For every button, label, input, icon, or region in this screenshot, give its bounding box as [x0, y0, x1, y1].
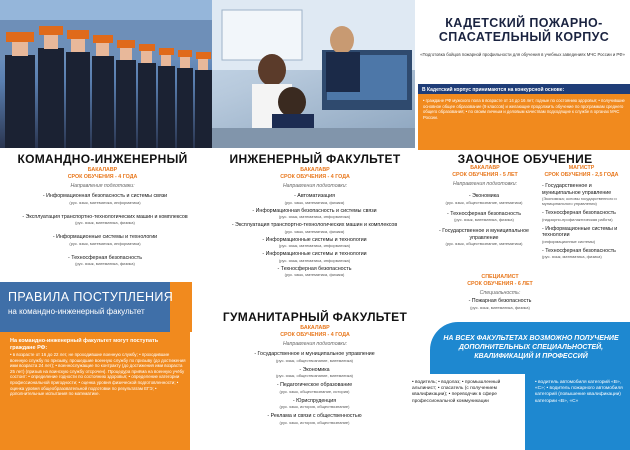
komandno-degree-label: БАКАЛАВР [87, 167, 118, 173]
inzh-title: ИНЖЕНЕРНЫЙ ФАКУЛЬТЕТ [229, 152, 401, 166]
list-item-name: - Пожарная безопасность [468, 298, 532, 304]
komandno-duration: СРОК ОБУЧЕНИЯ - 4 ГОДА [67, 174, 138, 180]
zaoch-spec-item [430, 298, 570, 310]
cadets-illustration [0, 0, 212, 148]
zaoch-spec-napr: Специальность: [479, 290, 521, 296]
extra-title: НА ВСЕХ ФАКУЛЬТЕТАХ ВОЗМОЖНО ПОЛУЧЕНИЕ ДОПОЛНИТЕЛЬНЫХ СПЕЦИАЛЬНОСТЕЙ, КВАЛИФИКАЦИЙ И ПРОФЕССИЙ [443, 335, 619, 360]
list-item [212, 193, 417, 205]
komandno-degree [0, 167, 205, 181]
komandno-title: КОМАНДНО-ИНЖЕНЕРНЫЙ [17, 152, 188, 166]
list-item-exams: (рус. язык, математика, физика) [284, 272, 345, 277]
komandno-napr: Направления подготовки: [70, 183, 135, 189]
kadet-subtitle: «Подготовка бойцов пожарной профильности для обучения в учебных заведениях МЧС России и РФ» [420, 52, 625, 57]
list-item [5, 255, 205, 267]
list-item-exams: (рус. язык, обществознание, математика) [275, 373, 354, 378]
gum-title: ГУМАНИТАРНЫЙ ФАКУЛЬТЕТ [222, 310, 408, 324]
zaoch-bachelor [430, 165, 540, 179]
list-item-exams: (Экономика; основы государственного и муниципального управления) [542, 196, 617, 206]
zaoch-master-label: МАГИСТР [568, 165, 595, 171]
zaoch-bachelor-duration: СРОК ОБУЧЕНИЯ - 5 ЛЕТ [452, 172, 518, 178]
list-item-exams: (рус. язык, математика, физика) [284, 228, 345, 234]
kadet-title-line2: СПАСАТЕЛЬНЫЙ КОРПУС [438, 30, 610, 44]
list-item [212, 222, 417, 234]
zaoch-specialist-duration: СРОК ОБУЧЕНИЯ - 6 ЛЕТ [467, 281, 533, 287]
list-item [428, 228, 540, 246]
kadet-admission-body: • граждане РФ мужского пола в возрасте от 14 до 16 лет; годные по состоянию здоровья; • получившие основное общее образование (9 классов) и желающие продолжить обучение по программам среднего общего образования; • по своим личным и деловым качествам подходящие к службе в органах МЧС России. [423, 98, 625, 120]
list-item [542, 183, 628, 206]
list-item-name: - Государственное и муниципальное управление [439, 228, 529, 241]
list-item-name: - Государственное и муниципальное управление [542, 183, 612, 196]
list-item-exams: (рус. язык, математика, информатика) [278, 243, 351, 248]
extra-list-right: • водитель автомобиля категорий «В», «С»; • водитель пожарного автомобиля категорий (повышение квалификации) категории «В», «С» [535, 380, 623, 404]
list-item-exams: (рус. язык, математика, информатика) [278, 214, 351, 219]
list-item [212, 237, 417, 249]
list-item-exams: (рус. язык, математика, информатика) [69, 199, 141, 205]
list-item [428, 211, 540, 223]
list-item-name: - Педагогическое образование [276, 382, 353, 388]
list-item-name: - Информационная безопасность и системы связи [42, 193, 168, 199]
gum-degree-label: БАКАЛАВР [300, 325, 330, 331]
list-item [542, 248, 628, 260]
list-item [542, 226, 628, 244]
list-item [5, 234, 205, 246]
list-item-exams: (рус. язык, история, обществознание) [279, 419, 350, 425]
inzh-degree-label: БАКАЛАВР [300, 167, 330, 173]
list-item [212, 251, 417, 263]
list-item [542, 210, 628, 222]
zaoch-bachelor-list [428, 193, 540, 246]
list-item [5, 214, 205, 226]
list-item-exams: (рус. язык, математика, физика) [75, 220, 135, 225]
list-item-name: - Эксплуатация транспортно-технологических машин и комплексов [22, 213, 188, 220]
list-item-exams: (рус. язык, математика, информатика) [278, 257, 351, 263]
list-item-exams: (рус. язык, обществознание, математика) [445, 199, 523, 205]
list-item-exams: (рус. язык, математика, физика) [75, 261, 135, 266]
photo-classroom [212, 0, 415, 148]
kadet-title [418, 16, 630, 44]
gum-item-list [212, 351, 417, 425]
list-item [212, 266, 417, 278]
list-item-exams: (рус. язык, обществознание, история) [279, 388, 350, 394]
list-item [212, 398, 417, 410]
zaoch-master-list [542, 183, 628, 259]
gum-napr: Направления подготовки: [282, 341, 348, 347]
list-item-exams: (рус. язык, математика, информатика) [69, 240, 141, 246]
list-item-name: - Экономика [299, 366, 330, 373]
list-item-name: - Техносферная безопасность [447, 210, 521, 217]
list-item-exams: (рус. язык, обществознание, математика) [275, 357, 354, 363]
rules-subtitle: на командно-инженерный факультет [8, 307, 145, 316]
list-item [212, 351, 417, 363]
list-item-exams: (рус. язык, математика, физика) [284, 199, 345, 205]
list-item-name: - Информационная безопасность и системы связи [252, 207, 377, 214]
zaoch-master [533, 165, 630, 179]
zaoch-specialist [430, 274, 570, 288]
extra-list-left: • водитель; • водолаз; • промышленный альпинист; • спасатель (с получением квалификации); • переводчик в сфере профессиональной коммуникации [412, 380, 501, 404]
photo-cadets [0, 0, 212, 148]
list-item [212, 382, 417, 394]
list-item-exams: (рус. язык, математика, физика) [470, 304, 530, 310]
list-item-name: - Техносферная безопасность [68, 254, 142, 261]
list-item-name: - Техносферная безопасность [277, 265, 352, 272]
inzh-duration: СРОК ОБУЧЕНИЯ - 4 ГОДА [280, 174, 350, 180]
list-item [428, 193, 540, 205]
gum-degree [215, 325, 415, 339]
list-item-name: - Реклама и связи с общественностью [267, 413, 362, 419]
list-item [212, 413, 417, 425]
list-item-name: - Информационные системы и технологии [542, 225, 618, 238]
list-item-exams: (рус. язык, математика, физика) [542, 254, 602, 259]
list-item [5, 193, 205, 205]
kadet-admission-band [418, 84, 630, 150]
list-item-exams: (рус. язык, история, обществознание) [279, 404, 350, 409]
kadet-admission-header: В Кадетский корпус принимаются на конкурсной основе: [422, 87, 565, 93]
zaoch-specialist-label: СПЕЦИАЛИСТ [481, 274, 519, 280]
list-item [212, 367, 417, 379]
inzh-degree [215, 167, 415, 181]
zaoch-napr: Направления подготовки: [452, 181, 518, 187]
list-item [212, 208, 417, 220]
list-item-name: - Юриспруденция [292, 397, 337, 404]
list-item-exams: (рус. язык, обществознание, математика) [445, 241, 523, 246]
list-item-exams: (информационные системы) [542, 238, 596, 244]
classroom-illustration [212, 0, 415, 148]
list-item-name: - Техносферная безопасность [542, 210, 616, 216]
list-item-name: - Информационные системы и технологии [262, 251, 367, 257]
rules-list: • в возрасте от 16 до 22 лет, не проходившие военную службу; • проходившие военную службу по призыву, прошедшие военную службу по призыву (до достижения ими возраста 24 лет); • военнослужащие по контракту (до достижения ими возраста 25 лет) (призыв на воинскую службу отсрочен). Процедура приёма на военную учёбу состоит: • определение годности по состоянию здоровья; • определение категории профессиональной пригодности; • оценка уровня физической подготовленности; • оценка уровня общеобразовательной подготовки по результатам ЕГЭ; • дополнительные испытания по математике. [10, 352, 186, 397]
list-item-name: - Техносферная безопасность [542, 247, 616, 254]
inzh-item-list [212, 193, 417, 277]
zaoch-title: ЗАОЧНОЕ ОБУЧЕНИЕ [457, 152, 593, 166]
list-item-name: - Информационные системы и технологии [52, 234, 158, 240]
gum-duration: СРОК ОБУЧЕНИЯ - 4 ГОДА [280, 332, 350, 338]
list-item-exams: (надзорно-профилактическая работа) [542, 216, 613, 222]
inzh-napr: Направления подготовки: [282, 183, 348, 189]
list-item-name: - Информационные системы и технологии [262, 236, 367, 243]
list-item-name: - Автоматизация [294, 193, 335, 199]
komandno-item-list [5, 193, 205, 266]
zaoch-bachelor-label: БАКАЛАВР [470, 165, 500, 171]
list-item-name: - Экономика [468, 193, 500, 199]
rules-lead: На командно-инженерный факультет могут поступать граждане РФ: [10, 338, 159, 351]
list-item-name: - Эксплуатация транспортно-технологических машин и комплексов [231, 222, 398, 228]
list-item-name: - Государственное и муниципальное управление [254, 351, 375, 357]
zaoch-master-duration: СРОК ОБУЧЕНИЯ - 2,5 ГОДА [544, 172, 619, 178]
kadet-title-line1: КАДЕТСКИЙ ПОЖАРНО- [445, 16, 603, 30]
rules-title: ПРАВИЛА ПОСТУПЛЕНИЯ [8, 290, 174, 304]
list-item-exams: (рус. язык, математика, физика) [454, 217, 514, 222]
